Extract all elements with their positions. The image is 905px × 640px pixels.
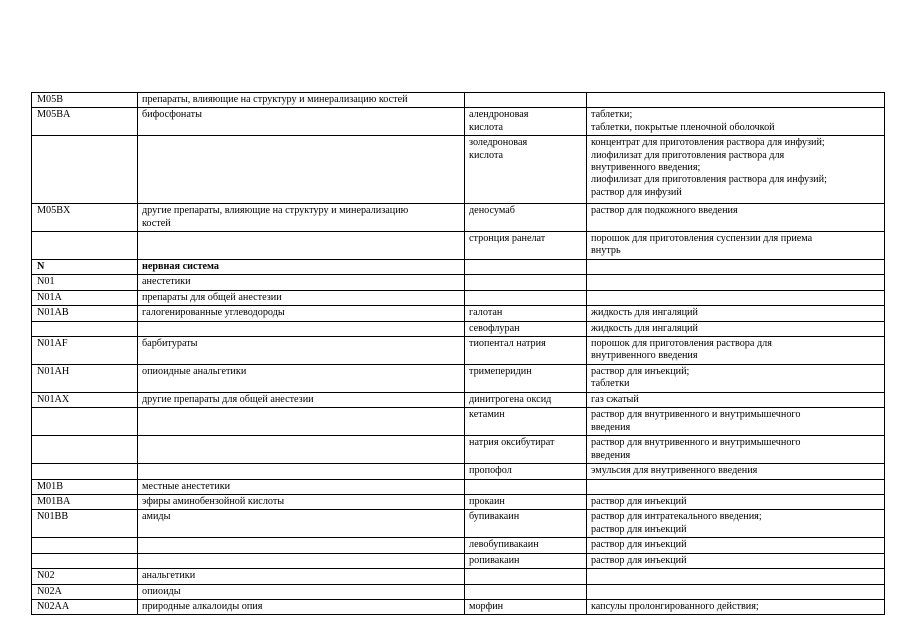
atc-code-cell	[32, 584, 138, 599]
atc-code-cell	[32, 275, 138, 290]
drug-name-cell	[465, 538, 587, 553]
dosage-form-cell	[587, 136, 885, 204]
anatomical-therapeutic-chemical-group-cell	[138, 93, 465, 108]
anatomical-therapeutic-chemical-group-cell	[138, 337, 465, 365]
dosage-form-cell	[587, 108, 885, 136]
drug-name-cell	[465, 464, 587, 479]
dosage-form-line: раствор для инъекций;	[591, 365, 690, 377]
atc-code: N02AA	[37, 600, 70, 612]
atc-code-cell	[32, 204, 138, 232]
group-name: анальгетики	[142, 570, 196, 582]
atc-code-cell	[32, 136, 138, 204]
group-name: другие препараты для общей анестезии	[142, 393, 314, 405]
dosage-form-line: введения	[591, 449, 631, 461]
anatomical-therapeutic-chemical-group-cell	[138, 290, 465, 305]
group-name: нервная система	[142, 261, 219, 273]
dosage-form-line: внутривенного введения	[591, 350, 698, 362]
drug-name-cell	[465, 510, 587, 538]
drug-name-cell	[465, 232, 587, 260]
atc-code-cell	[32, 290, 138, 305]
dosage-form-cell	[587, 408, 885, 436]
atc-code-cell	[32, 232, 138, 260]
dosage-form-line: раствор для инфузий	[591, 186, 682, 198]
dosage-form-line: лиофилизат для приготовления раствора для инфузий;	[591, 174, 827, 186]
atc-code: N01AB	[37, 307, 69, 319]
table-body	[32, 93, 885, 615]
dosage-form-cell	[587, 510, 885, 538]
dosage-form-line: порошок для приготовления раствора для	[591, 338, 772, 350]
table-row	[32, 436, 885, 464]
dosage-form-line: жидкость для ингаляций	[591, 307, 698, 319]
atc-code: M05B	[37, 94, 64, 105]
table-row	[32, 464, 885, 479]
atc-code-cell	[32, 599, 138, 614]
dosage-form-cell	[587, 584, 885, 599]
group-name: эфиры аминобензойной кислоты	[142, 495, 285, 507]
dosage-form-cell	[587, 364, 885, 392]
dosage-form-cell	[587, 392, 885, 407]
atc-code: N01AH	[37, 365, 70, 377]
drug-name-cell	[465, 479, 587, 494]
drug-name-line: стронция ранелат	[469, 233, 546, 245]
dosage-form-cell	[587, 553, 885, 568]
dosage-form-line: введения	[591, 421, 631, 433]
atc-code-cell	[32, 306, 138, 321]
drug-name-cell	[465, 136, 587, 204]
table-row	[32, 321, 885, 336]
atc-code: N02A	[37, 585, 62, 597]
drug-name-cell	[465, 204, 587, 232]
atc-code-cell	[32, 479, 138, 494]
anatomical-therapeutic-chemical-group-cell	[138, 232, 465, 260]
dosage-form-cell	[587, 290, 885, 305]
dosage-form-line: раствор для внутривенного и внутримышечного	[591, 437, 801, 449]
atc-code-cell	[32, 337, 138, 365]
anatomical-therapeutic-chemical-group-cell	[138, 408, 465, 436]
group-name: опиоиды	[142, 585, 181, 597]
table-row	[32, 260, 885, 275]
anatomical-therapeutic-chemical-group-cell	[138, 479, 465, 494]
table-row	[32, 306, 885, 321]
drug-name-line: тримеперидин	[469, 365, 532, 377]
group-name: барбитураты	[142, 338, 198, 350]
group-name: препараты для общей анестезии	[142, 291, 282, 303]
drug-name-line: бупивакаин	[469, 511, 520, 523]
dosage-form-line: раствор для интратекального введения;	[591, 511, 762, 523]
dosage-form-line: таблетки	[591, 378, 630, 390]
anatomical-therapeutic-chemical-group-cell	[138, 436, 465, 464]
anatomical-therapeutic-chemical-group-cell	[138, 584, 465, 599]
dosage-form-cell	[587, 538, 885, 553]
drug-name-line: золедроновая	[469, 137, 528, 149]
drug-name-line: морфин	[469, 600, 504, 612]
drug-name-cell	[465, 494, 587, 509]
drug-name-cell	[465, 364, 587, 392]
drug-name-line: прокаин	[469, 495, 505, 507]
table-row	[32, 364, 885, 392]
atc-code: M05BA	[37, 109, 71, 121]
dosage-form-line: концентрат для приготовления раствора для инфузий;	[591, 137, 825, 149]
dosage-form-line: газ сжатый	[591, 393, 639, 405]
drug-name-cell	[465, 599, 587, 614]
drug-name-cell	[465, 392, 587, 407]
table-row	[32, 232, 885, 260]
atc-code: M05BX	[37, 205, 71, 217]
dosage-form-line: жидкость для ингаляций	[591, 322, 698, 334]
anatomical-therapeutic-chemical-group-cell	[138, 275, 465, 290]
dosage-form-cell	[587, 260, 885, 275]
table-row	[32, 494, 885, 509]
drug-name-line: кислота	[469, 121, 504, 133]
anatomical-therapeutic-chemical-group-cell	[138, 569, 465, 584]
anatomical-therapeutic-chemical-group-cell	[138, 321, 465, 336]
table-row	[32, 599, 885, 614]
table-row	[32, 584, 885, 599]
atc-code: M01B	[37, 480, 64, 492]
dosage-form-line: таблетки;	[591, 109, 633, 121]
anatomical-therapeutic-chemical-group-cell	[138, 538, 465, 553]
group-name: анестетики	[142, 276, 191, 288]
dosage-form-cell	[587, 204, 885, 232]
dosage-form-line: раствор для инъекций	[591, 495, 687, 507]
group-name: препараты, влияющие на структуру и минерализацию костей	[142, 94, 408, 105]
table-row	[32, 290, 885, 305]
atc-code: N	[37, 261, 45, 273]
group-name: природные алкалоиды опия	[142, 600, 263, 612]
dosage-form-line: раствор для инъекций	[591, 539, 687, 551]
anatomical-therapeutic-chemical-group-cell	[138, 364, 465, 392]
group-name-continued: костей	[142, 217, 171, 229]
dosage-form-cell	[587, 569, 885, 584]
atc-code: N01AX	[37, 393, 70, 405]
atc-code-cell	[32, 93, 138, 108]
group-name: местные анестетики	[142, 480, 231, 492]
drug-name-cell	[465, 337, 587, 365]
group-name: бифосфонаты	[142, 109, 202, 121]
table-row	[32, 275, 885, 290]
anatomical-therapeutic-chemical-group-cell	[138, 599, 465, 614]
table-row	[32, 408, 885, 436]
atc-code-cell	[32, 538, 138, 553]
dosage-form-cell	[587, 494, 885, 509]
drug-name-line: кислота	[469, 149, 504, 161]
anatomical-therapeutic-chemical-group-cell	[138, 392, 465, 407]
table-row	[32, 392, 885, 407]
dosage-form-line: лиофилизат для приготовления раствора для	[591, 149, 785, 161]
anatomical-therapeutic-chemical-group-cell	[138, 553, 465, 568]
drug-name-line: галотан	[469, 307, 503, 319]
anatomical-therapeutic-chemical-group-cell	[138, 136, 465, 204]
anatomical-therapeutic-chemical-group-cell	[138, 108, 465, 136]
atc-code-cell	[32, 408, 138, 436]
dosage-form-line: таблетки, покрытые пленочной оболочкой	[591, 121, 775, 133]
drug-name-cell	[465, 584, 587, 599]
drug-name-cell	[465, 290, 587, 305]
table-row	[32, 553, 885, 568]
drug-name-cell	[465, 436, 587, 464]
drug-name-cell	[465, 275, 587, 290]
dosage-form-line: раствор для подкожного введения	[591, 205, 738, 217]
atc-code-cell	[32, 260, 138, 275]
drug-name-line: пропофол	[469, 465, 512, 477]
dosage-form-cell	[587, 599, 885, 614]
table-row	[32, 479, 885, 494]
group-name: галогенированные углеводороды	[142, 307, 285, 319]
dosage-form-line: капсулы пролонгированного действия;	[591, 600, 759, 612]
table-row	[32, 538, 885, 553]
table-row	[32, 93, 885, 108]
atc-code-cell	[32, 569, 138, 584]
table-row	[32, 136, 885, 204]
anatomical-therapeutic-chemical-group-cell	[138, 494, 465, 509]
group-name: опиоидные анальгетики	[142, 365, 247, 377]
drug-name-line: левобупивакаин	[469, 539, 539, 551]
atc-code-cell	[32, 436, 138, 464]
table-row	[32, 510, 885, 538]
drug-name-line: алендроновая	[469, 109, 529, 121]
atc-code: N01A	[37, 291, 62, 303]
dosage-form-cell	[587, 93, 885, 108]
table-row	[32, 337, 885, 365]
dosage-form-cell	[587, 275, 885, 290]
dosage-form-line: раствор для инъекций	[591, 523, 687, 535]
atc-code: N01	[37, 276, 55, 288]
drug-name-cell	[465, 321, 587, 336]
dosage-form-line: внутрь	[591, 245, 621, 257]
dosage-form-cell	[587, 306, 885, 321]
atc-code: N02	[37, 570, 55, 582]
table-row	[32, 108, 885, 136]
drug-name-line: ропивакаин	[469, 554, 520, 566]
drug-name-line: деносумаб	[469, 205, 515, 217]
drug-name-line: натрия оксибутират	[469, 437, 555, 449]
drug-name-cell	[465, 93, 587, 108]
atc-code-cell	[32, 494, 138, 509]
atc-code-cell	[32, 364, 138, 392]
group-name: амиды	[142, 511, 171, 523]
drug-name-line: тиопентал натрия	[469, 338, 546, 350]
dosage-form-line: внутривенного введения;	[591, 162, 701, 174]
dosage-form-cell	[587, 321, 885, 336]
dosage-form-line: эмульсия для внутривенного введения	[591, 465, 758, 477]
atc-code: M01BA	[37, 495, 71, 507]
atc-code-cell	[32, 108, 138, 136]
dosage-form-cell	[587, 464, 885, 479]
drug-name-line: севофлуран	[469, 322, 520, 334]
dosage-form-cell	[587, 436, 885, 464]
atc-code-cell	[32, 553, 138, 568]
table-row	[32, 204, 885, 232]
drug-name-cell	[465, 569, 587, 584]
drug-name-cell	[465, 260, 587, 275]
anatomical-therapeutic-chemical-group-cell	[138, 260, 465, 275]
drug-name-cell	[465, 306, 587, 321]
dosage-form-line: раствор для инъекций	[591, 554, 687, 566]
atc-code-cell	[32, 510, 138, 538]
group-name: другие препараты, влияющие на структуру и минерализацию	[142, 205, 409, 217]
anatomical-therapeutic-chemical-group-cell	[138, 306, 465, 321]
dosage-form-line: раствор для внутривенного и внутримышечного	[591, 409, 801, 421]
drug-name-cell	[465, 553, 587, 568]
atc-code-cell	[32, 392, 138, 407]
atc-code-cell	[32, 321, 138, 336]
dosage-form-cell	[587, 232, 885, 260]
dosage-form-cell	[587, 479, 885, 494]
dosage-form-line: порошок для приготовления суспензии для приема	[591, 233, 813, 245]
table-row	[32, 569, 885, 584]
drug-name-line: кетамин	[469, 409, 505, 421]
atc-classification-table	[31, 92, 885, 615]
anatomical-therapeutic-chemical-group-cell	[138, 204, 465, 232]
atc-code-cell	[32, 464, 138, 479]
drug-name-line: динитрогена оксид	[469, 393, 552, 405]
atc-code: N01BB	[37, 511, 69, 523]
drug-name-cell	[465, 108, 587, 136]
atc-code: N01AF	[37, 338, 68, 350]
anatomical-therapeutic-chemical-group-cell	[138, 464, 465, 479]
drug-name-cell	[465, 408, 587, 436]
anatomical-therapeutic-chemical-group-cell	[138, 510, 465, 538]
dosage-form-cell	[587, 337, 885, 365]
